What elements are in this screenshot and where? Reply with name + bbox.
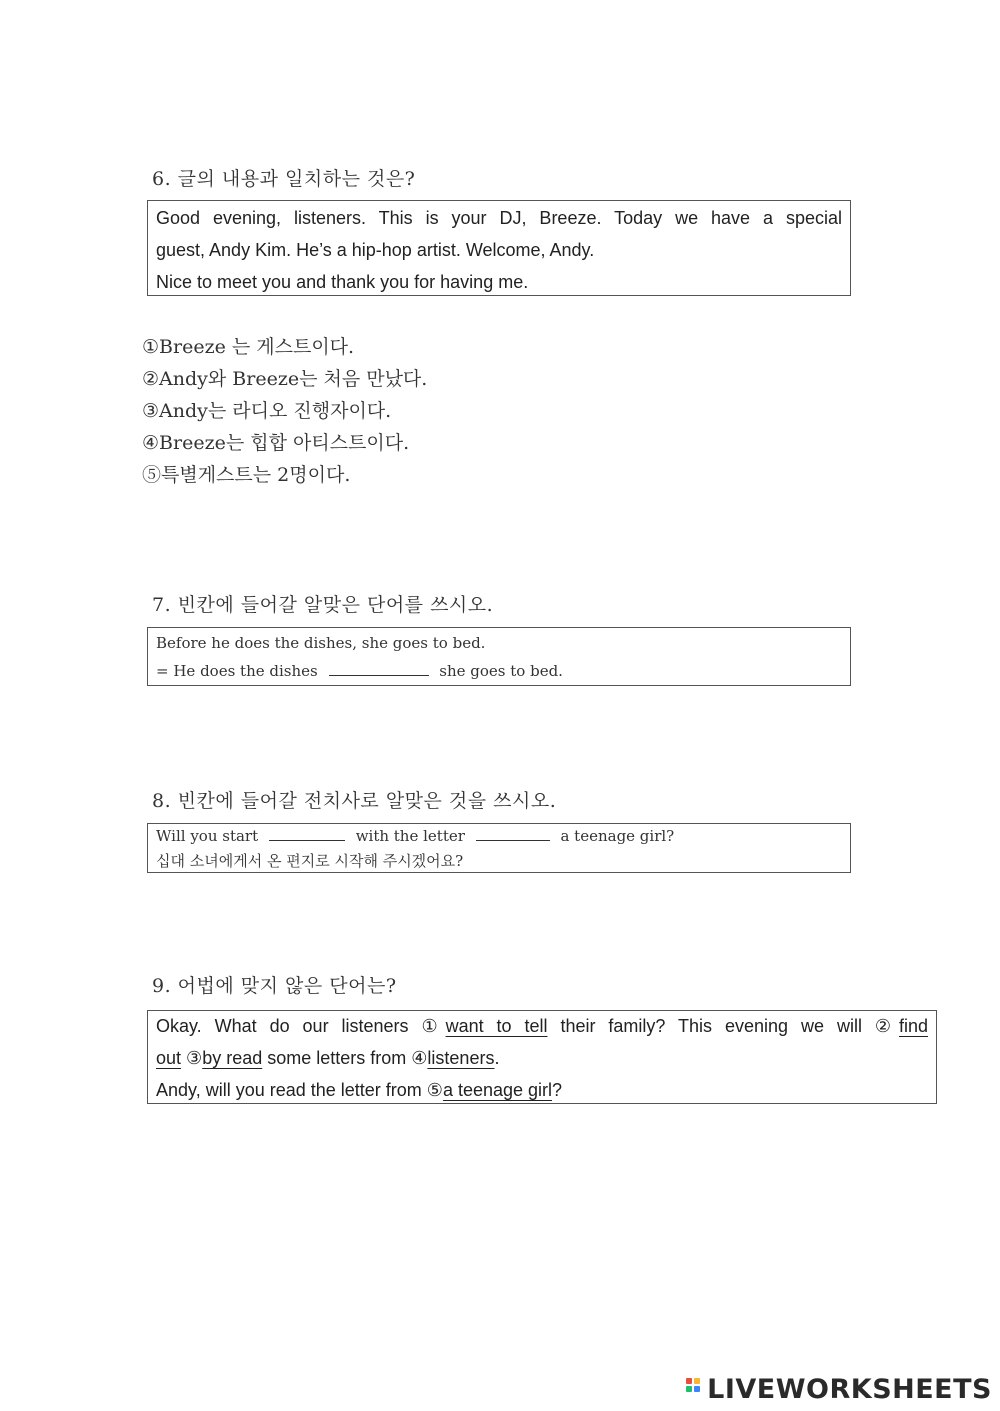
q9-passage-box bbox=[147, 1010, 937, 1104]
q9-marker-1: ① bbox=[421, 1016, 446, 1036]
q9-line-2-text-a: some letters from bbox=[262, 1048, 412, 1068]
q8-line-1-a: Will you start bbox=[156, 827, 259, 845]
q9-line-1-text-b: their family? This evening we will bbox=[547, 1016, 875, 1036]
q9-line-1-text-a: Okay. What do our listeners bbox=[156, 1016, 422, 1036]
liveworksheets-logo-icon bbox=[686, 1378, 702, 1400]
q9-underlined-2b: out bbox=[156, 1048, 182, 1068]
q9-underlined-2a: find bbox=[899, 1016, 929, 1036]
q9-line-3 bbox=[156, 1080, 562, 1101]
q8-blank-2[interactable] bbox=[476, 826, 550, 841]
liveworksheets-logo-text: LIVEWORKSHEETS bbox=[707, 1374, 992, 1405]
q8-title: 8. 빈칸에 들어갈 전치사로 알맞은 것을 쓰시오. bbox=[152, 790, 557, 812]
q9-marker-5: ⑤ bbox=[426, 1080, 443, 1100]
q6-passage-line-1: Good evening, listeners. This is your DJ, Breeze. Today we have a special bbox=[156, 208, 842, 228]
q7-line-2-after: she goes to bed. bbox=[439, 662, 563, 680]
q6-option-2[interactable]: ②Andy와 Breeze는 처음 만났다. bbox=[142, 368, 428, 390]
q9-line-1 bbox=[156, 1016, 928, 1037]
q7-box bbox=[147, 627, 851, 686]
q6-passage-line-2: guest, Andy Kim. He’s a hip-hop artist. Welcome, Andy. bbox=[156, 240, 595, 260]
q8-line-1 bbox=[156, 826, 674, 845]
q8-box bbox=[147, 823, 851, 873]
q9-line-2-text-b: . bbox=[494, 1048, 500, 1068]
q9-marker-4: ④ bbox=[411, 1048, 428, 1068]
q6-title: 6. 글의 내용과 일치하는 것은? bbox=[152, 168, 416, 190]
q9-title: 9. 어법에 맞지 않은 단어는? bbox=[152, 975, 397, 997]
q9-line-2 bbox=[156, 1048, 499, 1069]
q7-line-2 bbox=[156, 661, 563, 680]
q6-option-4[interactable]: ④Breeze는 힙합 아티스트이다. bbox=[142, 432, 410, 454]
liveworksheets-logo[interactable] bbox=[686, 1374, 992, 1405]
q6-option-1[interactable]: ①Breeze 는 게스트이다. bbox=[142, 336, 355, 358]
q7-line-2-before: = He does the dishes bbox=[156, 662, 318, 680]
q6-passage-box bbox=[147, 200, 851, 296]
q8-line-1-c: a teenage girl? bbox=[560, 827, 675, 845]
q6-option-3[interactable]: ③Andy는 라디오 진행자이다. bbox=[142, 400, 392, 422]
q8-line-1-b: with the letter bbox=[355, 827, 465, 845]
q9-underlined-1: want to tell bbox=[445, 1016, 548, 1036]
q9-underlined-5: a teenage girl bbox=[442, 1080, 553, 1100]
q7-line-1: Before he does the dishes, she goes to bed. bbox=[156, 634, 486, 652]
q9-underlined-4: listeners bbox=[427, 1048, 495, 1068]
q9-line-3-text-a: Andy, will you read the letter from bbox=[156, 1080, 427, 1100]
q7-blank[interactable] bbox=[329, 661, 429, 676]
q9-marker-2: ② bbox=[874, 1016, 899, 1036]
q8-blank-1[interactable] bbox=[269, 826, 345, 841]
q9-marker-3: ③ bbox=[186, 1048, 203, 1068]
q8-line-2: 십대 소녀에게서 온 편지로 시작해 주시겠어요? bbox=[156, 852, 464, 870]
q7-title: 7. 빈칸에 들어갈 알맞은 단어를 쓰시오. bbox=[152, 594, 494, 616]
q6-option-5[interactable]: ⑤특별게스트는 2명이다. bbox=[142, 464, 351, 486]
q9-underlined-3: by read bbox=[202, 1048, 263, 1068]
q9-line-3-text-b: ? bbox=[552, 1080, 563, 1100]
q6-passage-line-3: Nice to meet you and thank you for having me. bbox=[156, 272, 529, 292]
